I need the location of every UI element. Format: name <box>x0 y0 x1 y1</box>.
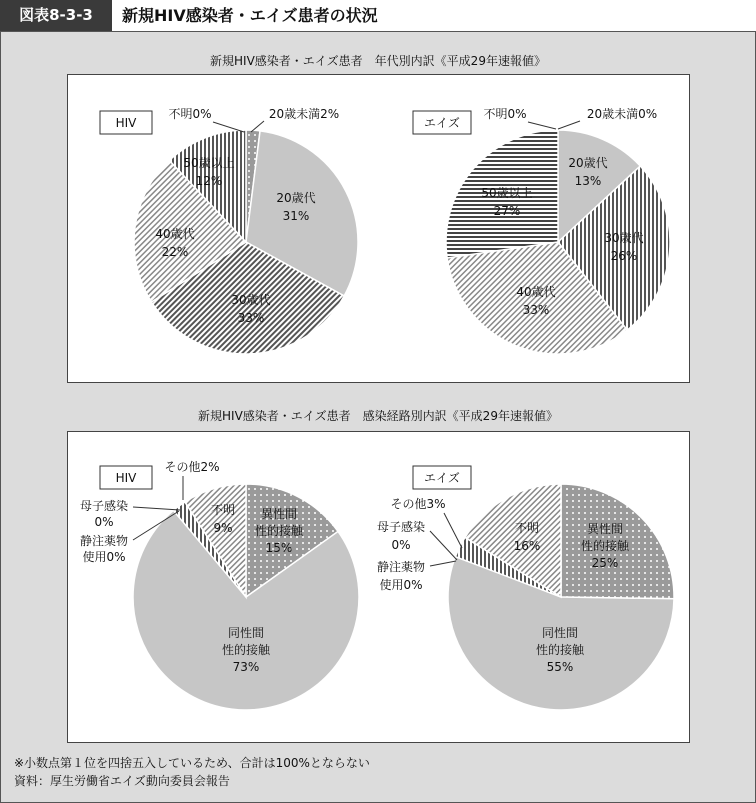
footnote: ※小数点第１位を四捨五入しているため、合計は100%とならない <box>14 756 370 770</box>
value-aids-30s: 26% <box>610 249 638 263</box>
label-hiv-hetero2: 性的接触 <box>254 524 304 538</box>
leader-hiv-mother <box>133 507 180 510</box>
value-aids-homo: 55% <box>546 660 574 674</box>
aids-route-label: エイズ <box>424 471 460 485</box>
value-hiv-mother: 0% <box>94 515 114 529</box>
leader-aids-under20 <box>558 121 580 129</box>
value-aids-mother: 0% <box>391 538 411 552</box>
value-aids-20s: 13% <box>574 174 602 188</box>
label-aids-drug: 静注薬物 <box>376 560 426 574</box>
label-hiv-homo2: 性的接触 <box>221 643 271 657</box>
leader-aids-unknown <box>528 122 556 129</box>
value-aids-unknown-route: 16% <box>513 539 541 553</box>
figure-number: 図表8-3-3 <box>0 0 112 31</box>
value-aids-over50: 27% <box>493 204 521 218</box>
label-aids-unknown: 不明0% <box>483 107 527 121</box>
label-hiv-hetero: 異性間 <box>260 507 298 521</box>
leader-hiv-unknown <box>213 122 244 132</box>
label-aids-under20: 20歳未満0% <box>586 107 658 121</box>
label-hiv-homo: 同性間 <box>227 626 265 640</box>
label-hiv-other: その他2% <box>164 460 220 474</box>
label-aids-mother: 母子感染 <box>376 520 426 534</box>
value-hiv-homo: 73% <box>232 660 260 674</box>
leader-aids-other <box>444 513 462 548</box>
figure-title: 新規HIV感染者・エイズ患者の状況 <box>122 6 378 25</box>
label-hiv-drug: 静注薬物 <box>79 534 129 548</box>
label-hiv-40s: 40歳代 <box>155 227 195 241</box>
value-hiv-drug: 使用0% <box>82 550 126 564</box>
pie-hiv-route <box>133 484 359 710</box>
label-aids-over50: 50歳以上 <box>481 186 533 200</box>
source-note: 資料：厚生労働省エイズ動向委員会報告 <box>14 774 230 788</box>
aids-age-label: エイズ <box>424 116 460 130</box>
label-aids-20s: 20歳代 <box>568 156 608 170</box>
label-hiv-20s: 20歳代 <box>276 191 316 205</box>
value-aids-drug: 使用0% <box>379 578 423 592</box>
hiv-age-label: HIV <box>115 116 137 130</box>
label-aids-30s: 30歳代 <box>604 231 644 245</box>
leader-aids-mother <box>430 531 457 560</box>
hiv-route-label: HIV <box>115 471 137 485</box>
value-aids-40s: 33% <box>522 303 550 317</box>
label-aids-other: その他3% <box>390 497 446 511</box>
value-hiv-30s: 33% <box>237 311 265 325</box>
value-hiv-unknown-route: 9% <box>213 521 233 535</box>
value-hiv-hetero: 15% <box>265 541 293 555</box>
pie-aids-route <box>448 484 674 710</box>
label-hiv-30s: 30歳代 <box>231 293 271 307</box>
value-hiv-over50: 12% <box>195 174 223 188</box>
label-aids-40s: 40歳代 <box>516 285 556 299</box>
value-aids-hetero: 25% <box>591 556 619 570</box>
value-hiv-40s: 22% <box>161 245 189 259</box>
label-hiv-unknown: 不明0% <box>168 107 212 121</box>
value-hiv-20s: 31% <box>282 209 310 223</box>
label-aids-unknown-route: 不明 <box>514 521 540 535</box>
label-aids-homo2: 性的接触 <box>535 643 585 657</box>
label-aids-hetero: 異性間 <box>586 522 624 536</box>
label-hiv-unknown-route: 不明 <box>210 503 236 517</box>
label-hiv-mother: 母子感染 <box>79 499 129 513</box>
label-aids-hetero2: 性的接触 <box>580 539 630 553</box>
label-aids-homo: 同性間 <box>541 626 579 640</box>
label-hiv-under20: 20歳未満2% <box>268 107 340 121</box>
section1-title: 新規HIV感染者・エイズ患者 年代別内訳《平成29年速報値》 <box>210 54 546 68</box>
label-hiv-over50: 50歳以上 <box>183 156 235 170</box>
section2-title: 新規HIV感染者・エイズ患者 感染経路別内訳《平成29年速報値》 <box>198 409 558 423</box>
